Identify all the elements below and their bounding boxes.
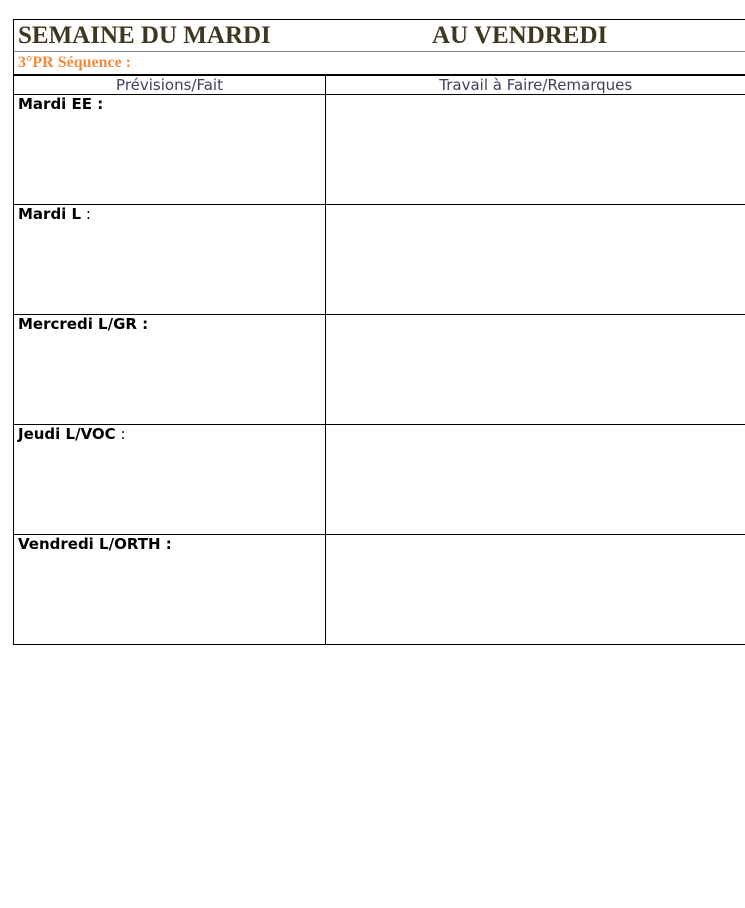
day-suffix: : <box>81 205 91 223</box>
day-label <box>18 205 325 223</box>
table-row <box>14 95 745 205</box>
day-name: Mardi L <box>18 205 82 223</box>
day-label <box>18 535 325 553</box>
day-cell-wednesday[interactable] <box>14 315 326 425</box>
day-cell-tuesday-l[interactable] <box>14 205 326 315</box>
work-cell-tuesday-l[interactable] <box>326 205 745 315</box>
table-row <box>14 315 745 425</box>
day-name: Mercredi L/GR : <box>18 315 149 333</box>
day-name: Vendredi L/ORTH : <box>18 535 172 553</box>
table-row <box>14 205 745 315</box>
day-cell-friday[interactable] <box>14 535 326 645</box>
work-cell-friday[interactable] <box>326 535 745 645</box>
day-label <box>18 95 325 113</box>
day-cell-tuesday-ee[interactable] <box>14 95 326 205</box>
day-label <box>18 315 325 333</box>
page-title-end: AU VENDREDI <box>432 22 608 49</box>
work-cell-tuesday-ee[interactable] <box>326 95 745 205</box>
sequence-label: 3°PR Séquence : <box>18 54 132 71</box>
sequence-row <box>13 52 745 75</box>
day-label <box>18 425 325 443</box>
work-cell-wednesday[interactable] <box>326 315 745 425</box>
day-name: Jeudi L/VOC <box>18 425 116 443</box>
table-row <box>14 535 745 645</box>
planning-sheet <box>13 19 745 645</box>
title-row <box>13 19 745 52</box>
table-row <box>14 425 745 535</box>
column-header-homework: Travail à Faire/Remarques <box>326 76 745 95</box>
week-planning-table <box>13 75 745 645</box>
page-title-start: SEMAINE DU MARDI <box>18 22 271 49</box>
work-cell-thursday[interactable] <box>326 425 745 535</box>
day-cell-thursday[interactable] <box>14 425 326 535</box>
column-header-forecast: Prévisions/Fait <box>14 76 326 95</box>
column-header-row <box>14 76 745 95</box>
day-suffix: : <box>115 425 126 443</box>
day-name: Mardi EE : <box>18 95 104 113</box>
